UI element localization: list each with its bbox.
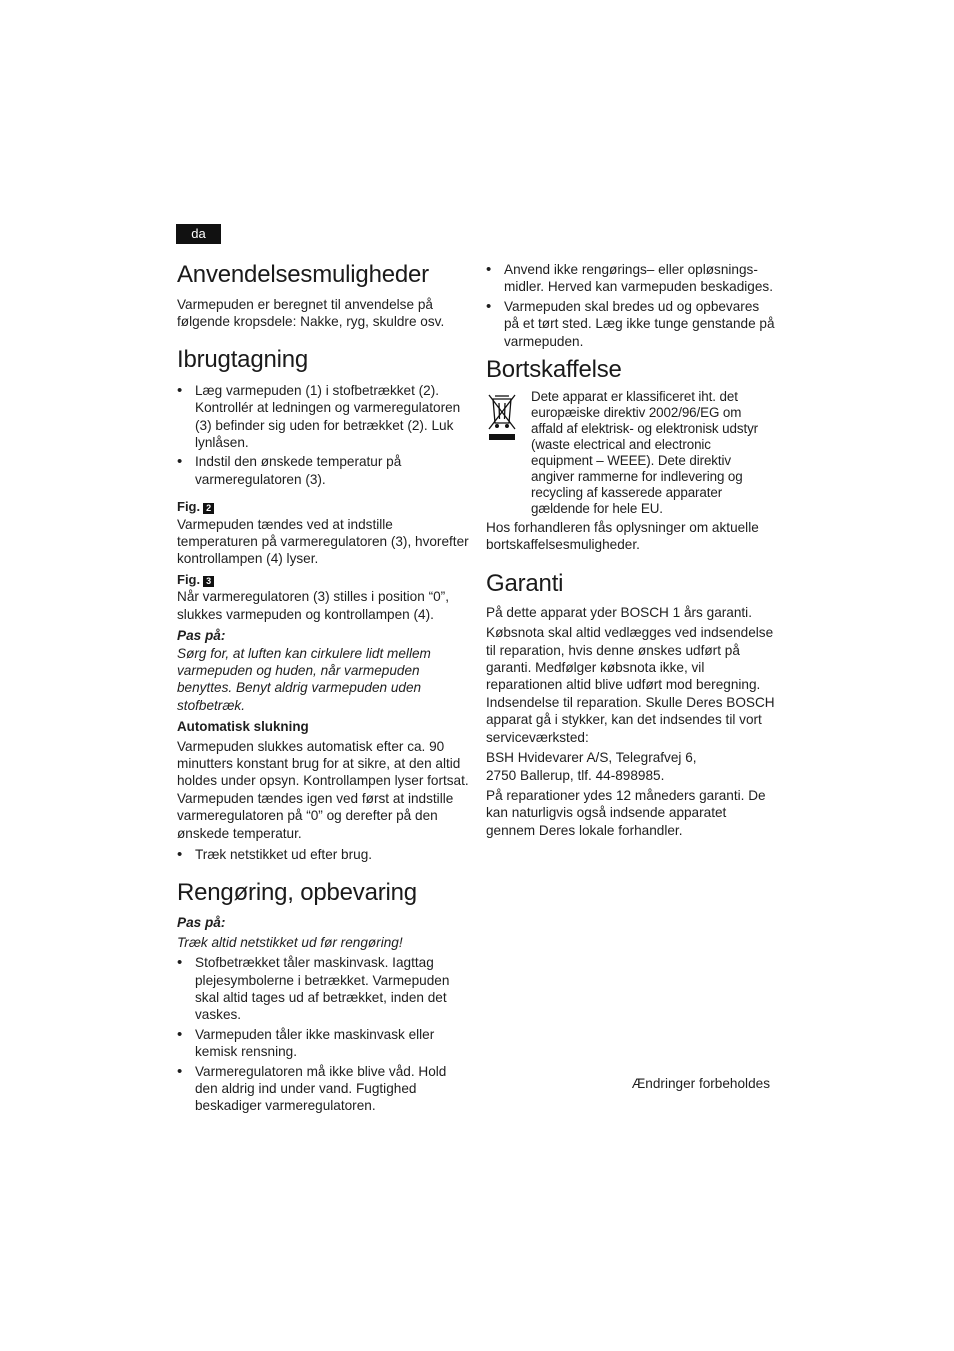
warranty-address: BSH Hvidevarer A/S, Telegrafvej 6, 2750 Ballerup, tlf. 44-898985. xyxy=(486,750,697,783)
cleaning-caution-label: Pas på: xyxy=(177,915,226,931)
cleaning-caution-text: Træk altid netstikket ud før rengøring! xyxy=(177,934,403,950)
language-tag: da xyxy=(176,224,221,244)
auto-off-list xyxy=(177,846,472,863)
caution-text: Sørg for, at luften kan cirkulere lidt mellem varmepuden og huden, når varmepuden benyttes. Benyt aldrig varmepuden uden stofbetræk. xyxy=(177,645,431,713)
fig2-heading: Fig. 2 xyxy=(177,498,472,515)
section-title-usage: Anvendelsesmuligheder xyxy=(177,261,429,288)
weee-block xyxy=(486,389,776,517)
bullet-icon: • xyxy=(486,297,492,315)
bullet-icon: • xyxy=(177,1025,183,1043)
usage-text: Varmepuden er beregnet til anvendelse på følgende kropsdele: Nakke, ryg, skuldre osv. xyxy=(177,297,445,330)
warranty-text-1: På dette apparat yder BOSCH 1 års garanti. xyxy=(486,604,752,620)
caution-label: Pas på: xyxy=(177,628,226,644)
list-item: • Varmeregulatoren må ikke blive våd. Hold den aldrig ind under vand. Fugtighed beskadiger varmeregulatoren. xyxy=(177,1062,447,1114)
bullet-icon: • xyxy=(177,845,183,863)
list-item: • Træk netstikket ud efter brug. xyxy=(177,845,373,863)
bullet-icon: • xyxy=(177,954,183,972)
bullet-icon: • xyxy=(177,1062,183,1080)
auto-off-heading: Automatisk slukning xyxy=(177,719,309,735)
left-column xyxy=(177,255,472,1117)
fig3-number-box: 3 xyxy=(203,576,214,587)
right-column xyxy=(486,255,776,839)
fig3-heading: Fig. 3 xyxy=(177,571,472,588)
bullet-icon: • xyxy=(177,453,183,471)
storage-list xyxy=(486,261,776,350)
section-title-warranty: Garanti xyxy=(486,569,564,597)
section-title-cleaning: Rengøring, opbevaring xyxy=(177,879,417,907)
list-item: • Indstil den ønskede temperatur på varmeregulatoren (3). xyxy=(177,453,402,487)
fig3-text: Når varmeregulatoren (3) stilles i position “0”, slukkes varmepuden og kontrollampen (4). xyxy=(177,589,449,622)
cleaning-list xyxy=(177,954,472,1115)
warranty-text-3: På reparationer ydes 12 måneders garanti. De kan naturligvis også indsende apparatet gennem Deres lokale forhandler. xyxy=(486,787,766,838)
warranty-text-2: Købsnota skal altid vedlægges ved indsendelse til reparation, hvis denne ønskes udført på garanti. Medfølger købsnota ikke, vil reparationen altid blive udført mod beregning. Indsendelse til reparation. Skulle Deres BOSCH apparat gå i stykker, kan det indsendes til vort serviceværksted: xyxy=(486,625,775,745)
list-item: • Varmepuden skal bredes ud og opbevares på et tørt sted. Læg ikke tunge genstande på varmepuden. xyxy=(486,297,775,349)
list-item: • Læg varmepuden (1) i stofbetrækket (2). Kontrollér at ledningen og varmeregulatoren (3) befinder sig uden for betrækket (2). Luk lynlåsen. xyxy=(177,381,461,451)
weee-text: Dete apparat er klassificeret iht. det europæiske direktiv 2002/96/EG om affald af elektrisk- og elektronisk udstyr (waste electrical and electronic equipment – WEEE). Dete direktiv angiver rammerne for indlevering og recycling af kasserede apparater gældende for hele EU. xyxy=(531,389,759,517)
auto-off-text: Varmepuden slukkes automatisk efter ca. 90 minutters konstant brug for at sikre, at den altid holdes under opsyn. Kontrollampen lyser fortsat. Varmepuden tændes igen ved først at indstille varmeregulatoren på “0” og derefter på den ønskede temperatur. xyxy=(177,738,469,841)
fig2-number-box: 2 xyxy=(203,503,214,514)
section-title-startup: Ibrugtagning xyxy=(177,345,309,373)
fig2-text: Varmepuden tændes ved at indstille temperaturen på varmeregulatoren (3), hvorefter kontrollampen (4) lyser. xyxy=(177,516,469,567)
bullet-icon: • xyxy=(177,381,183,399)
list-item: • Anvend ikke rengørings– eller opløsnings-midler. Herved kan varmepuden beskadiges. xyxy=(486,261,774,295)
weee-crossed-bin-icon xyxy=(486,389,522,517)
changes-reserved-note: Ændringer forbeholdes xyxy=(631,1076,770,1091)
startup-list xyxy=(177,382,472,488)
bullet-icon: • xyxy=(486,261,492,278)
disposal-text: Hos forhandleren fås oplysninger om aktuelle bortskaffelsesmuligheder. xyxy=(486,520,759,553)
list-item: • Varmepuden tåler ikke maskinvask eller kemisk rensning. xyxy=(177,1025,435,1060)
section-title-disposal: Bortskaffelse xyxy=(486,356,622,384)
list-item: • Stofbetrækket tåler maskinvask. Iagttag plejesymbolerne i betrækket. Varmepuden skal altid tages ud af betrækket, inden det vaskes. xyxy=(177,954,450,1023)
